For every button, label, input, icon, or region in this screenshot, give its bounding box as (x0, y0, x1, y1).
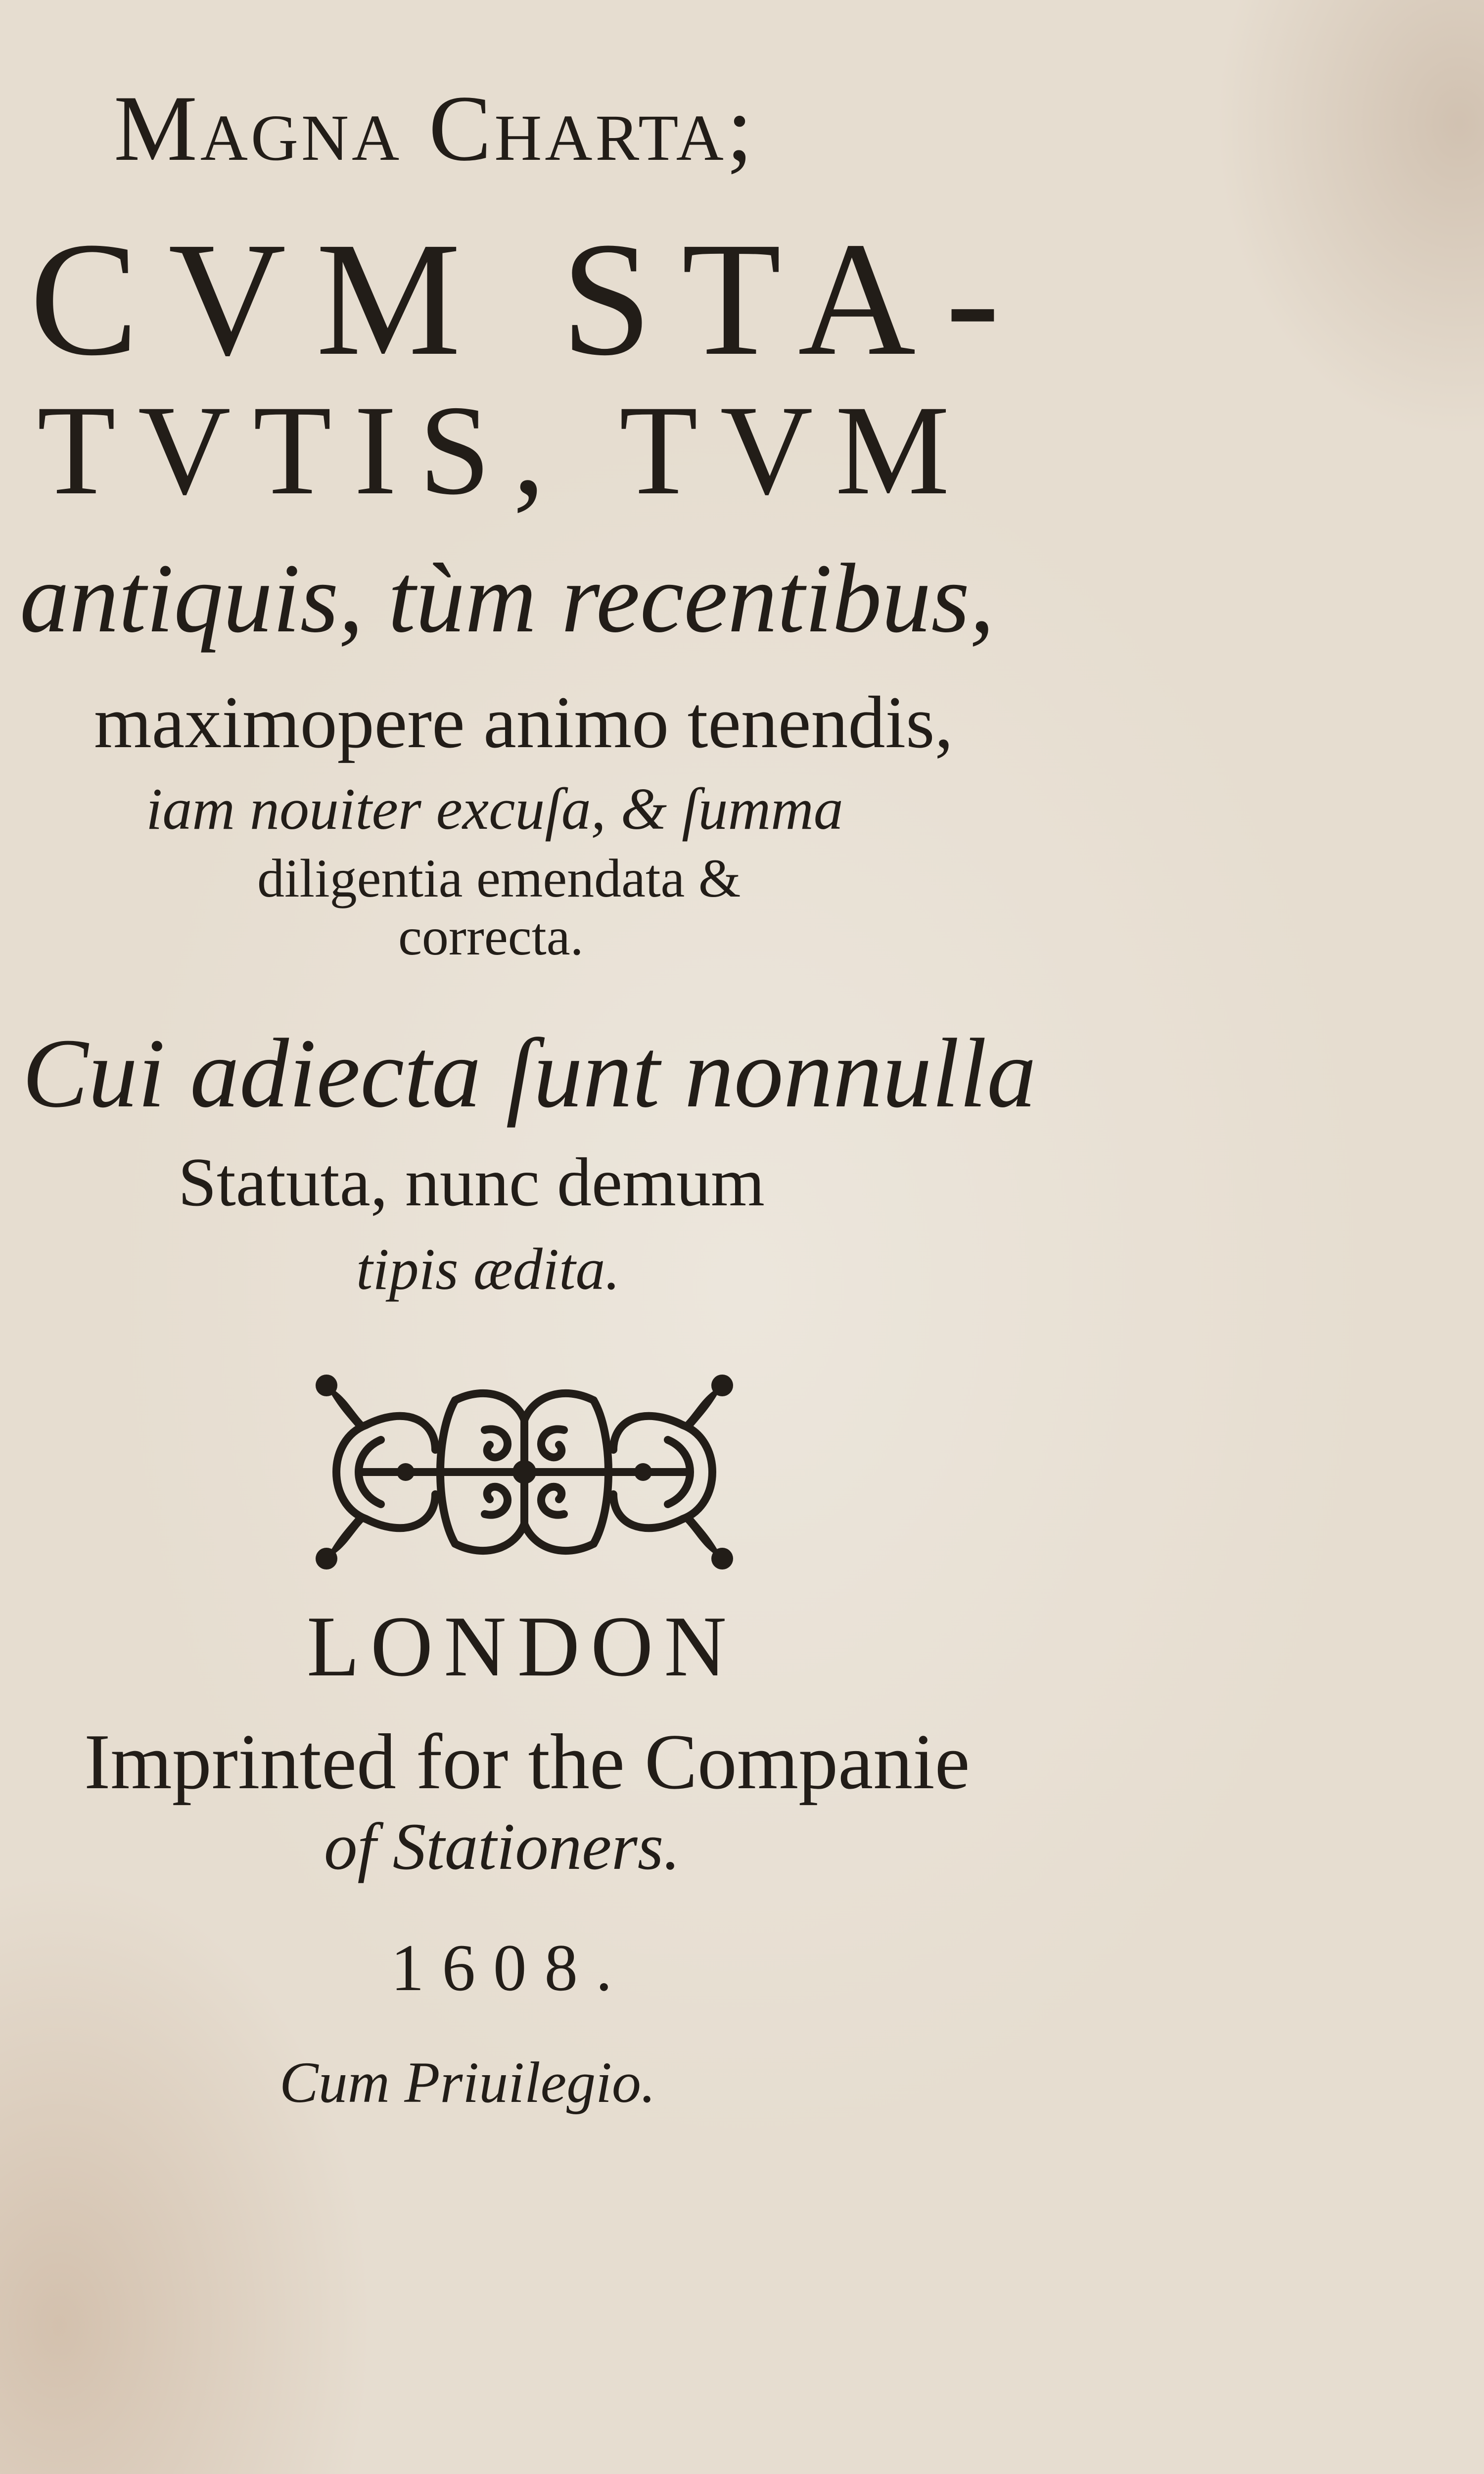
subtitle-diligentia-line: diligentia emendata & (257, 848, 741, 908)
privilege-line: Cum Priuilegio. (279, 2050, 656, 2115)
addition-tipis-aedita-line: tipis ædita. (356, 1236, 620, 1302)
subtitle-iam-nouiter-line: iam nouiter excuſa, & ſumma (146, 776, 843, 842)
title-magna-charta: Magna Charta; (114, 77, 756, 181)
title-cum-statutis-line: CVM STA- (30, 209, 1030, 389)
addition-cui-adiecta-line: Cui adiecta ſunt nonnulla (22, 1019, 1036, 1128)
imprint-city: LONDON (307, 1598, 738, 1694)
subtitle-correcta-line: correcta. (398, 907, 584, 966)
fleuron-ornament-icon (307, 1366, 742, 1578)
imprint-company: of Stationers. (324, 1810, 681, 1884)
subtitle-maximopere-line: maximopere animo tenendis, (94, 681, 954, 763)
addition-statuta-line: Statuta, nunc demum (178, 1144, 765, 1221)
imprint-year: 1608. (391, 1931, 630, 2005)
title-tutis-tum-line: TVTIS, TVM (37, 379, 972, 522)
imprint-line: Imprinted for the Companie (84, 1717, 970, 1806)
subtitle-antiquis-line: antiquis, tùm recentibus, (20, 544, 995, 653)
